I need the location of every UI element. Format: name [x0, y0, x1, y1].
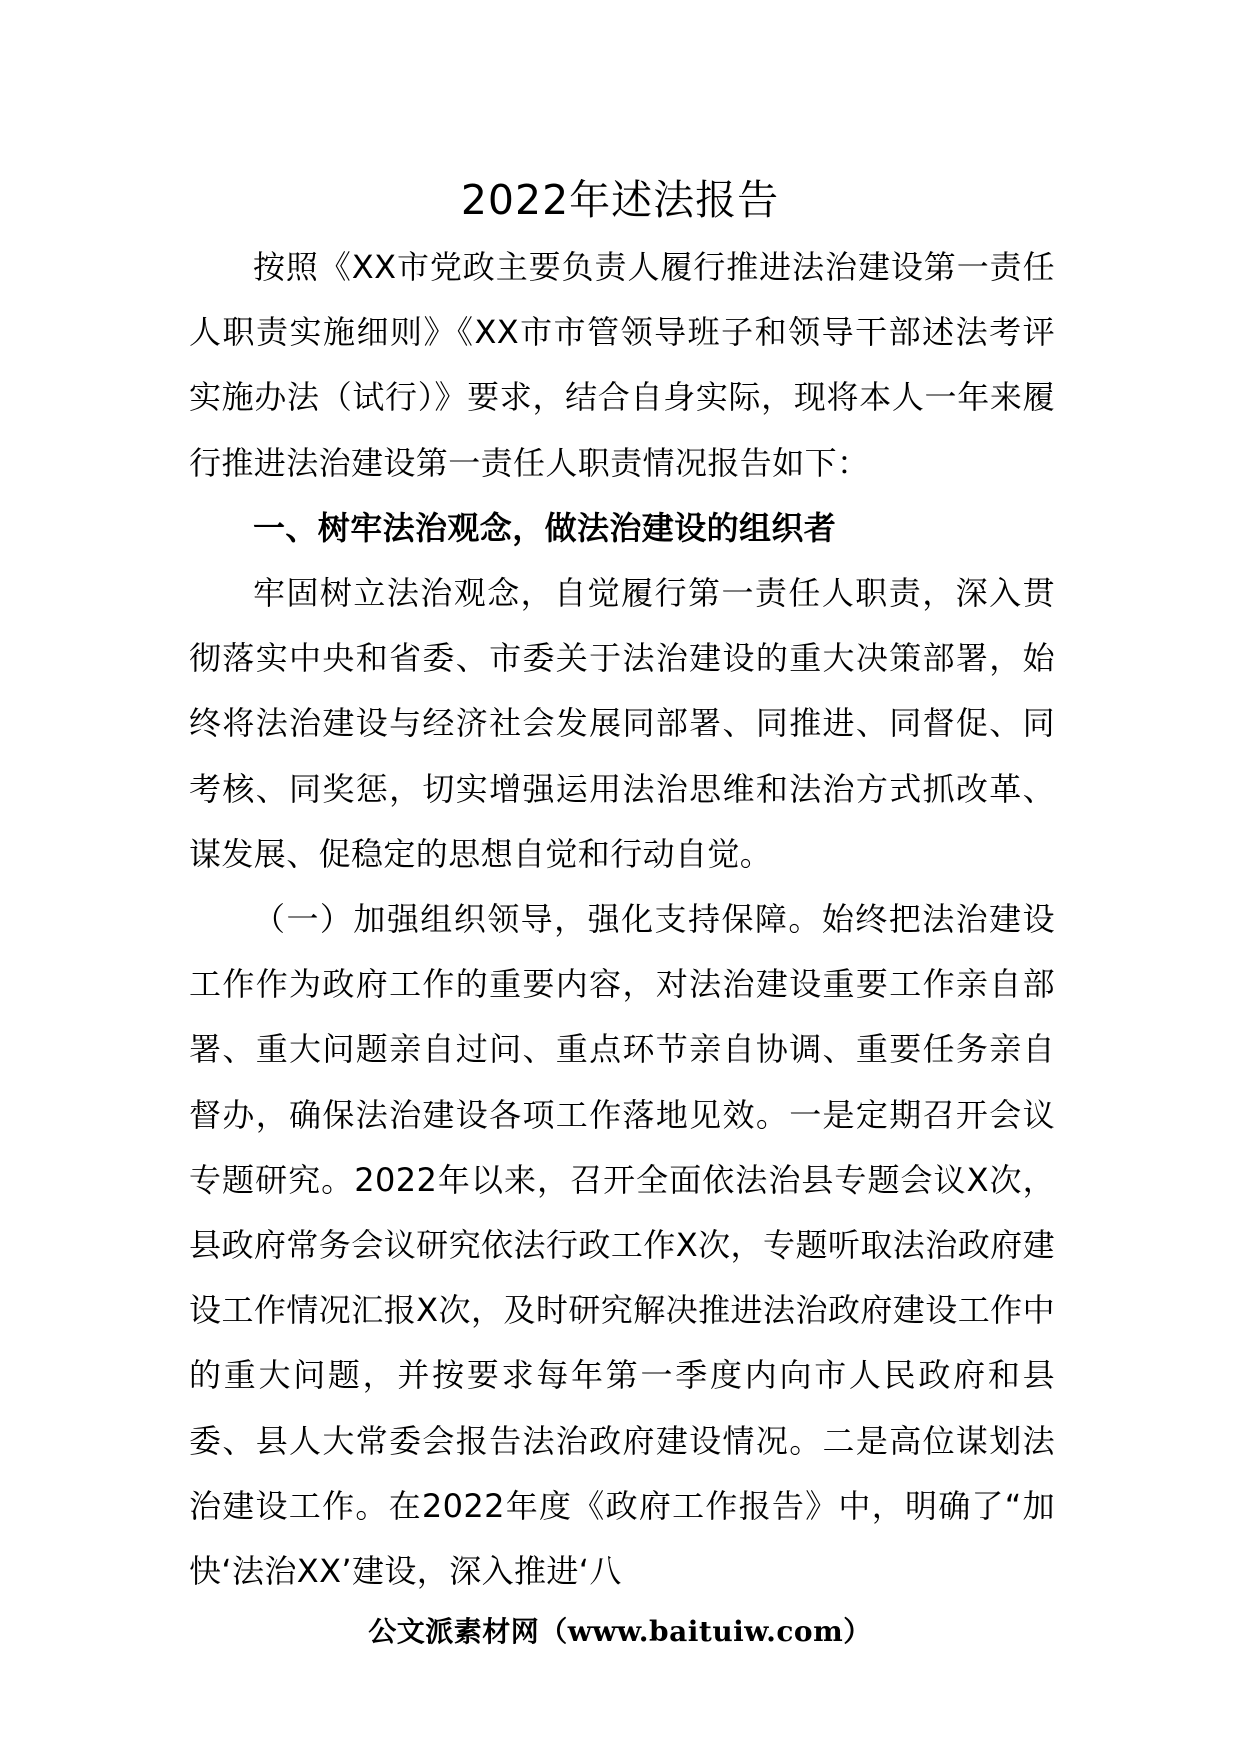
subsection-1-paragraph: （一）加强组织领导，强化支持保障。始终把法治建设工作作为政府工作的重要内容，对法治建设重要工作亲自部署、重大问题亲自过问、重点环节亲自协调、重要任务亲自督办，确保法治建设各项工作落地见效。一是定期召开会议专题研究。2022年以来，召开全面依法治县专题会议X次，县政府常务会议研究依法行政工作X次，专题听取法治政府建设工作情况汇报X次，及时研究解决推进法治政府建设工作中的重大问题，并按要求每年第一季度内向市人民政府和县委、县人大常委会报告法治政府建设情况。二是高位谋划法治建设工作。在2022年度《政府工作报告》中，明确了“加快‘法治XX’建设，深入推进‘八 — [189, 900, 1055, 1591]
footer-watermark: 公文派素材网（www.baituiw.com） — [368, 1615, 872, 1648]
section-heading-1: 一、树牢法治观念，做法治建设的组织者 — [253, 508, 837, 547]
document-body — [189, 235, 1055, 1604]
intro-paragraph: 按照《XX市党政主要负责人履行推进法治建设第一责任人职责实施细则》《XX市市管领导班子和领导干部述法考评实施办法（试行）》要求，结合自身实际，现将本人一年来履行推进法治建设第一责任人职责情况报告如下： — [189, 248, 1055, 482]
section-1-paragraph: 牢固树立法治观念，自觉履行第一责任人职责，深入贯彻落实中央和省委、市委关于法治建设的重大决策部署，始终将法治建设与经济社会发展同部署、同推进、同督促、同考核、同奖惩，切实增强运用法治思维和法治方式抓改革、谋发展、促稳定的思想自觉和行动自觉。 — [189, 574, 1055, 873]
document-title: 2022年述法报告 — [460, 176, 780, 224]
